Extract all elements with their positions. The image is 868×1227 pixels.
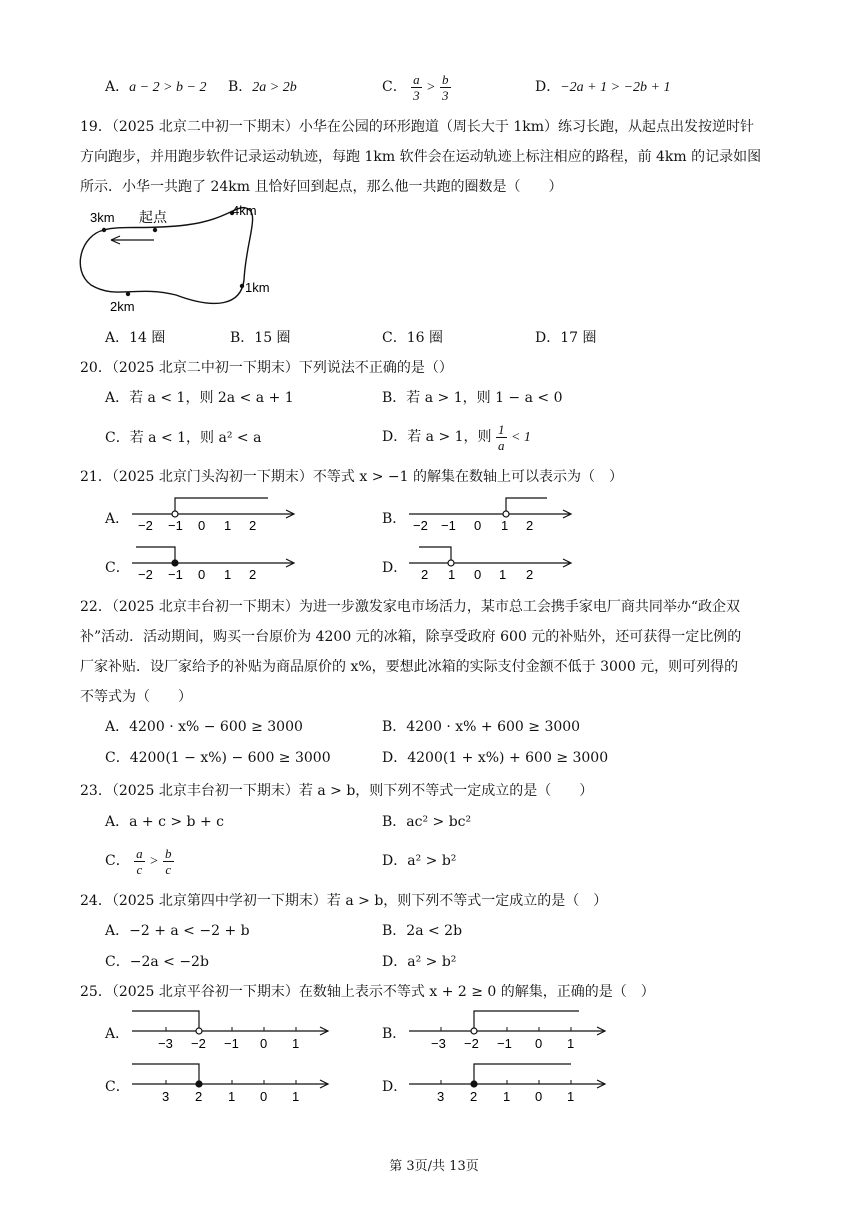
svg-text:0: 0 [474,518,482,532]
q25-numberline-d [405,1060,615,1104]
q23-option-d: D．a² > b² [382,853,457,869]
q24-option-a: A．−2 + a < −2 + b [105,923,250,939]
q18-option-b: B．2a > 2b [228,79,297,95]
q23-stem: 23．（2025 北京丰台初一下期末）若 a > b，则下列不等式一定成立的是（ ） [80,783,594,799]
q19-label-3km: 3km [90,210,115,225]
q20-stem: 20．（2025 北京二中初一下期末）下列说法不正确的是（） [80,360,453,376]
q19-label-4km: 4km [232,203,257,218]
svg-text:2: 2 [526,518,534,532]
svg-text:1: 1 [501,518,509,532]
q19-label-2km: 2km [110,299,135,314]
q24-option-c: C．−2a < −2b [105,954,209,970]
svg-text:−1: −1 [224,1036,239,1051]
svg-text:−2: −2 [464,1036,479,1051]
q19-track-figure [76,200,286,320]
svg-text:2: 2 [421,567,429,581]
q22-option-d: D．4200(1 + x%) + 600 ≥ 3000 [382,750,609,766]
svg-text:0: 0 [535,1036,543,1051]
q25-numberline-c [128,1060,338,1104]
svg-text:1: 1 [228,1089,236,1104]
q19-stem-line3: 所示．小华一共跑了 24km 且恰好回到起点，那么他一共跑的圈数是（ ） [80,179,563,195]
q18-option-a: A．a − 2 > b − 2 [105,79,207,95]
svg-text:1: 1 [292,1036,300,1051]
svg-text:−1: −1 [441,518,456,532]
q20-option-c: C．若 a < 1，则 a² < a [105,430,262,446]
svg-text:1: 1 [499,567,507,581]
svg-text:−3: −3 [158,1036,173,1051]
q21-label-c: C． [105,560,130,576]
svg-text:1: 1 [292,1089,300,1104]
svg-text:1: 1 [503,1089,511,1104]
q19-stem-line2: 方向跑步，并用跑步软件记录运动轨迹，每跑 1km 软件会在运动轨迹上标注相应的路程，前 4km 的记录如图 [80,149,762,165]
svg-text:1: 1 [567,1036,575,1051]
q22-option-b: B．4200 · x% + 600 ≥ 3000 [382,719,581,735]
q23-option-c: C． $\frac{a}{c}$ > $\frac{b}{c}$ [105,845,172,877]
svg-text:−2: −2 [138,567,153,581]
q19-label-1km: 1km [245,280,270,295]
q21-numberline-b [405,492,577,532]
q18-option-d: D．−2a + 1 > −2b + 1 [535,79,671,95]
svg-text:1: 1 [567,1089,575,1104]
q21-label-b: B． [382,511,407,527]
q22-stem-line4: 不等式为（ ） [80,689,192,705]
q19-option-b: B．15 圈 [230,330,291,346]
svg-text:2: 2 [470,1089,478,1104]
svg-text:3: 3 [162,1089,170,1104]
q19-label-start: 起点 [139,209,167,225]
q19-option-c: C．16 圈 [382,330,443,346]
svg-text:−2: −2 [413,518,428,532]
q23-option-a: A．a + c > b + c [105,814,224,830]
q20-option-a: A．若 a < 1，则 2a < a + 1 [105,390,294,406]
svg-text:−1: −1 [168,518,183,532]
q19-stem-line1: 19．（2025 北京二中初一下期末）小华在公园的环形跑道（周长大于 1km）练习长跑，从起点出发按逆时针 [80,119,755,135]
q21-numberline-a [128,492,300,532]
q25-label-b: B． [382,1026,407,1042]
q21-label-d: D． [382,560,408,576]
q23-option-b: B．ac² > bc² [382,814,472,830]
q18-option-c: C． $\frac{a}{3}$ > $\frac{b}{3}$ [382,71,449,103]
q22-stem-line3: 厂家补贴．设厂家给予的补贴为商品原价的 x%，要想此冰箱的实际支付金额不低于 3000 元，则可列得的 [80,659,739,675]
svg-text:−2: −2 [138,518,153,532]
q22-stem-line1: 22．（2025 北京丰台初一下期末）为进一步激发家电市场活力，某市总工会携手家电厂商共同举办“政企双 [80,599,741,615]
svg-text:1: 1 [224,518,232,532]
q25-label-d: D． [382,1079,408,1095]
svg-text:0: 0 [198,567,206,581]
q21-label-a: A． [105,511,130,527]
q25-stem: 25．（2025 北京平谷初一下期末）在数轴上表示不等式 x + 2 ≥ 0 的解集，正确的是（ ） [80,984,655,1000]
svg-text:0: 0 [535,1089,543,1104]
svg-text:2: 2 [249,518,257,532]
svg-text:−1: −1 [497,1036,512,1051]
q21-numberline-c [128,541,300,581]
q25-label-c: C． [105,1079,130,1095]
q24-option-b: B．2a < 2b [382,923,463,939]
q21-stem: 21．（2025 北京门头沟初一下期末）不等式 x > −1 的解集在数轴上可以表示为（ ） [80,469,623,485]
q19-option-a: A．14 圈 [105,330,166,346]
svg-text:2: 2 [195,1089,203,1104]
q21-numberline-d [405,541,577,581]
svg-text:1: 1 [448,567,456,581]
q19-option-d: D．17 圈 [535,330,597,346]
svg-text:1: 1 [224,567,232,581]
q22-option-a: A．4200 · x% − 600 ≥ 3000 [105,719,303,735]
q24-stem: 24．（2025 北京第四中学初一下期末）若 a > b，则下列不等式一定成立的是（ ） [80,893,608,909]
svg-text:0: 0 [198,518,206,532]
q22-stem-line2: 补”活动．活动期间，购买一台原价为 4200 元的冰箱，除享受政府 600 元的补贴外，还可获得一定比例的 [80,629,742,645]
q25-numberline-b [405,1007,615,1051]
svg-text:2: 2 [526,567,534,581]
svg-text:2: 2 [249,567,257,581]
svg-text:−3: −3 [431,1036,446,1051]
q25-numberline-a [128,1007,338,1051]
q25-label-a: A． [105,1026,130,1042]
svg-text:−2: −2 [191,1036,206,1051]
q20-option-b: B．若 a > 1，则 1 − a < 0 [382,390,563,406]
q20-option-d: D．若 a > 1，则 $\frac{1}{a}$ < 1 [382,421,531,453]
q22-option-c: C．4200(1 − x%) − 600 ≥ 3000 [105,750,331,766]
svg-text:0: 0 [474,567,482,581]
svg-text:−1: −1 [168,567,183,581]
q24-option-d: D．a² > b² [382,954,457,970]
svg-text:0: 0 [260,1036,268,1051]
page-footer: 第 3页/共 13页 [389,1159,479,1174]
svg-text:0: 0 [260,1089,268,1104]
svg-text:3: 3 [437,1089,445,1104]
